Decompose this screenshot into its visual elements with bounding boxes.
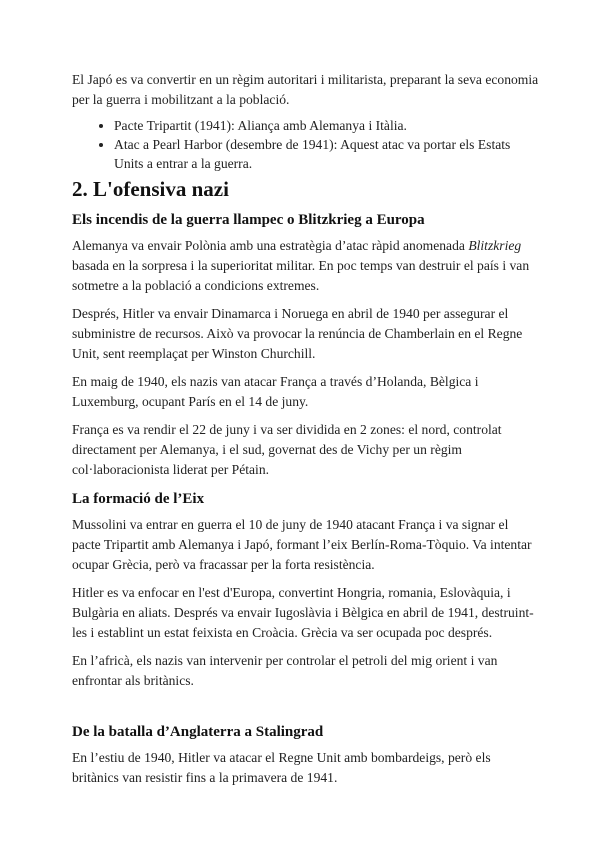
spacer — [72, 699, 540, 717]
paragraph-text: Alemanya va envair Polònia amb una estratègia d’atac ràpid anomenada — [72, 238, 469, 253]
subsection-heading-blitzkrieg: Els incendis de la guerra llampec o Blitzkrieg a Europa — [72, 212, 425, 228]
paragraph: França es va rendir el 22 de juny i va ser dividida en 2 zones: el nord, controlat directament per Alemanya, i el sud, governat des de Vichy per un règim col·laboracionista liderat per Pétain. — [72, 422, 502, 477]
section-heading: 2. L'ofensiva nazi — [72, 177, 229, 201]
paragraph: Mussolini va entrar en guerra el 10 de juny de 1940 atacant França i va signar el pacte Tripartit amb Alemanya i Japó, formant l’eix Berlín-Roma-Tòquio. Va intentar ocupar Grècia, però va fracassar per la forta resistència. — [72, 517, 532, 572]
subsection-heading-axis: La formació de l’Eix — [72, 491, 205, 507]
bullet-item: • Atac a Pearl Harbor (desembre de 1941): Aquest atac va portar els Estats Units a entrar a la guerra. — [114, 135, 540, 173]
paragraph: En l’estiu de 1940, Hitler va atacar el Regne Unit amb bombardeigs, però els britànics van resistir fins a la primavera de 1941. — [72, 750, 491, 785]
paragraph-text: basada en la sorpresa i la superioritat militar. En poc temps van destruir el país i van sotmetre a la població a condicions extremes. — [72, 258, 530, 293]
paragraph: En maig de 1940, els nazis van atacar França a través d’Holanda, Bèlgica i Luxemburg, ocupant París en el 14 de juny. — [72, 374, 479, 409]
italic-term: Blitzkrieg — [468, 238, 522, 253]
bullet-list — [72, 116, 540, 173]
paragraph: Després, Hitler va envair Dinamarca i Noruega en abril de 1940 per assegurar el subministre de recursos. Això va provocar la renúncia de Chamberlain en el Regne Unit, sent reemplaçat per Winston Churchill. — [72, 306, 523, 361]
intro-paragraph: El Japó es va convertir en un règim autoritari i militarista, preparant la seva economia per la guerra i mobilitzant a la població. — [72, 72, 539, 107]
paragraph: En l’africà, els nazis van intervenir per controlar el petroli del mig orient i van enfrontar als britànics. — [72, 653, 498, 688]
paragraph — [72, 236, 540, 296]
bullet-item: • Pacte Tripartit (1941): Aliança amb Alemanya i Itàlia. — [114, 116, 540, 135]
subsection-heading-stalingrad: De la batalla d’Anglaterra a Stalingrad — [72, 724, 324, 740]
paragraph: Hitler es va enfocar en l'est d'Europa, convertint Hongria, romania, Eslovàquia, i Bulgària en aliats. Després va envair Iugoslàvia i Bèlgica en abril de 1941, destruint-les i establint un estat feixista en Croàcia. Grècia va ser ocupada poc després. — [72, 585, 534, 640]
